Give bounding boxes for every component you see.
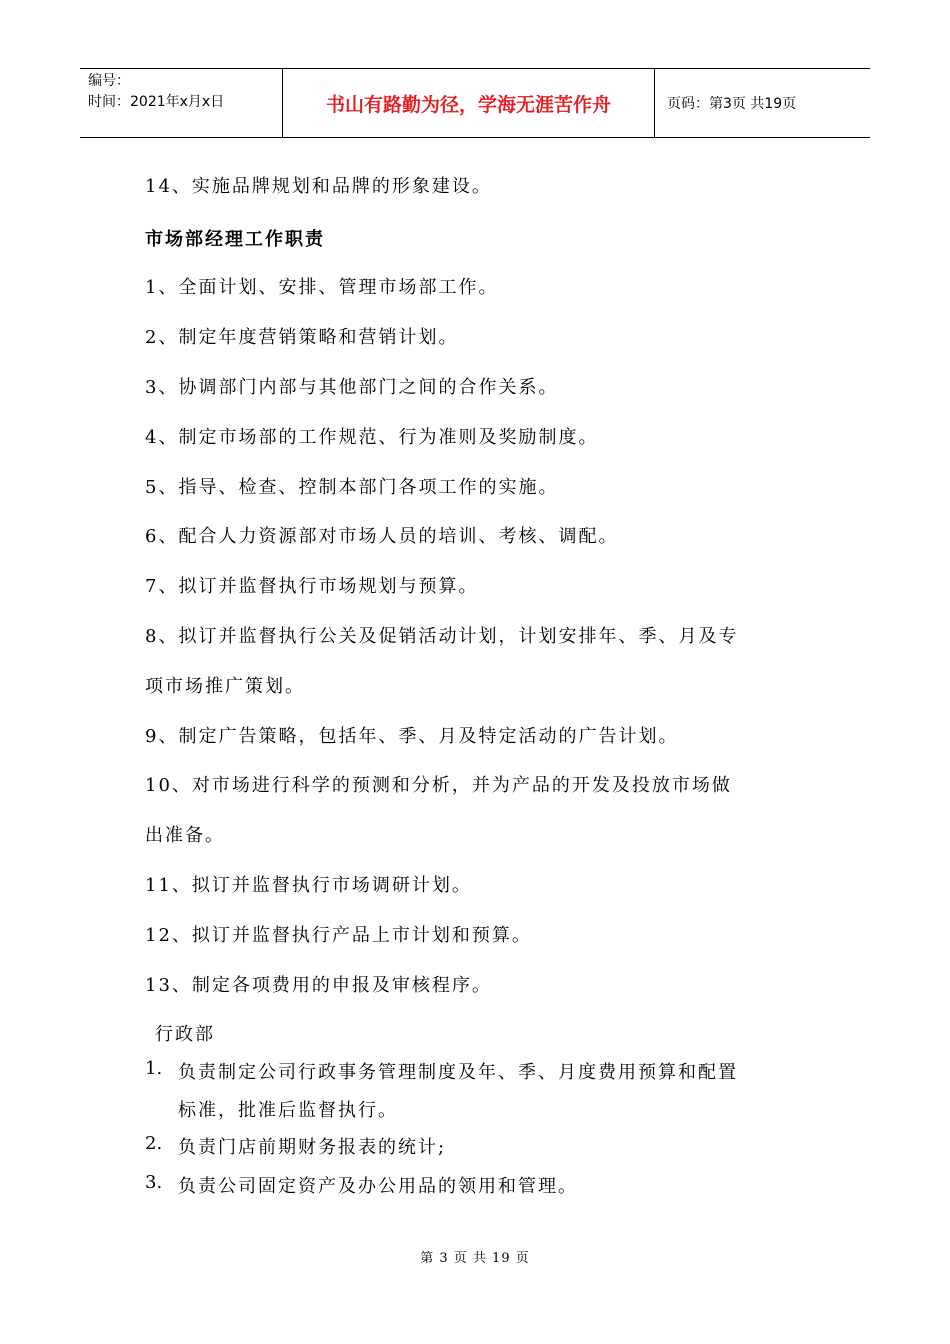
- list-item-14: 14、实施品牌规划和品牌的形象建设。: [145, 176, 492, 197]
- header-page-info: 页码：第3页 共19页: [667, 96, 797, 112]
- list-item: 3、协调部门内部与其他部门之间的合作关系。: [145, 377, 559, 398]
- ordered-list-text: 负责公司固定资产及办公用品的领用和管理。: [178, 1176, 578, 1197]
- ordered-list-number: 3.: [145, 1172, 163, 1193]
- list-item-continuation: 出准备。: [145, 825, 225, 846]
- ordered-list-number: 2.: [145, 1133, 163, 1154]
- list-item: 4、制定市场部的工作规范、行为准则及奖励制度。: [145, 427, 599, 448]
- list-item: 2、制定年度营销策略和营销计划。: [145, 327, 459, 348]
- section-title-admin: 行政部: [155, 1024, 215, 1045]
- list-item: 9、制定广告策略，包括年、季、月及特定活动的广告计划。: [145, 726, 679, 747]
- list-item: 6、配合人力资源部对市场人员的培训、考核、调配。: [145, 526, 619, 547]
- list-item: 13、制定各项费用的申报及审核程序。: [145, 975, 492, 996]
- list-item: 10、对市场进行科学的预测和分析，并为产品的开发及投放市场做: [145, 775, 732, 796]
- page-footer: 第 3 页 共 19 页: [420, 1251, 530, 1266]
- list-item: 1、全面计划、安排、管理市场部工作。: [145, 277, 499, 298]
- ordered-list-text-continuation: 标准，批准后监督执行。: [178, 1100, 398, 1121]
- header-meta: [80, 69, 283, 137]
- list-item-continuation: 项市场推广策划。: [145, 676, 305, 697]
- list-item: 5、指导、检查、控制本部门各项工作的实施。: [145, 477, 559, 498]
- list-item: 11、拟订并监督执行市场调研计划。: [145, 875, 472, 896]
- document-header: [80, 68, 870, 138]
- list-item: 12、拟订并监督执行产品上市计划和预算。: [145, 925, 532, 946]
- section-title-marketing-manager: 市场部经理工作职责: [145, 229, 325, 250]
- number-label: 编号：: [88, 73, 130, 89]
- list-item: 8、拟订并监督执行公关及促销活动计划，计划安排年、季、月及专: [145, 626, 739, 647]
- time-label: 时间：2021年x月x日: [88, 94, 225, 110]
- list-item: 7、拟订并监督执行市场规划与预算。: [145, 576, 479, 597]
- ordered-list-text: 负责门店前期财务报表的统计;: [178, 1137, 447, 1158]
- ordered-list-number: 1.: [145, 1058, 163, 1079]
- header-motto: 书山有路勤为径，学海无涯苦作舟: [283, 69, 655, 137]
- ordered-list-text: 负责制定公司行政事务管理制度及年、季、月度费用预算和配置: [178, 1062, 738, 1083]
